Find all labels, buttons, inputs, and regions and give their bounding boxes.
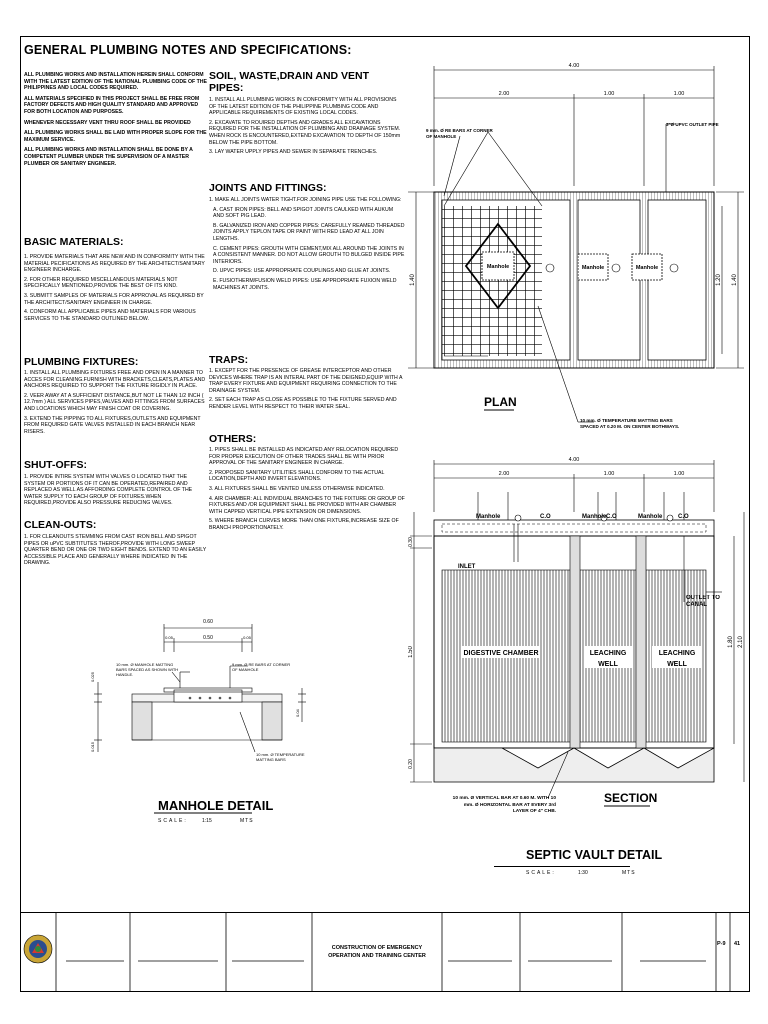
- note-item: 5. WHERE BRANCH CURVES MORE THAN ONE FIXTURE,INCREASE SIZE OF BRANCH PROPORTIONATELY.: [209, 518, 399, 531]
- plan-dim-h1: 1.40: [410, 274, 416, 286]
- note-item: 1. EXCEPT FOR THE PRESENCE OF GREASE INTERCEPTOR AND OTHER DEVICES WHERE TRAP IS AN INTERAL PART OF THE DEIGNED,EQUIP WITH A TRAP EVERY FIXTURE AND EQUIPMENT REQUIRING CONNECTION TO THE DRAINAGE SYSTEM.: [209, 368, 403, 394]
- plumbing-fixtures-section: [24, 356, 208, 438]
- section-co-label: C.O: [540, 514, 551, 520]
- note-item: 2. SET EACH TRAP AS CLOSE AS POSSIBLE TO THE FIXTURE SERVED AND RENDER LEVEL WITH RESPECT TO THEIR WATER SEAL.: [209, 397, 397, 410]
- section-manhole-label: Manhole: [582, 514, 607, 520]
- note-item: E. FUSIOTHERM/FUSION WELD PIPES: USE APPROPRIATE FUXION WELD MACHINES AT JOINTS.: [213, 277, 397, 291]
- plan-note-temp: 10 mm. Ø TEMPERATURE MATTING BARS SPACED AT 0.20 M. ON CENTER BOTHWAYS.: [580, 418, 680, 429]
- traps-section: [209, 354, 405, 414]
- section-dim-r1: 1.80: [728, 636, 734, 648]
- plan-manhole-label: Manhole: [635, 265, 659, 271]
- manhole-unit: MTS: [240, 818, 254, 824]
- note-item: 1. INSTALL ALL PLUMBING WORKS IN CONFORMITY WITH ALL PROVISIONS OF THE LATEST EDITION OF THE PHILIPPINE PLUMBING CODE AND APPLICABLE REQUIREMENTS OF EXISTING LOCAL CODES.: [209, 97, 397, 117]
- manhole-note-bottom: 10 mm. Ø TEMPERATURE MATTING BARS: [256, 752, 305, 762]
- note-item: 3. SUBMITT SAMPLES OF MATERIALS FOR APPROVAL AS REQUIRED BY THE ARCHITECT/SANITARY ENGINEER IN CHARGE.: [24, 292, 204, 306]
- section-heading: OTHERS:: [209, 433, 257, 445]
- note-item: D. UPVC PIPES: USE APPROPRIATE COUPLINGS AND GLUE AT JOINTS.: [213, 268, 391, 275]
- note-item: 2. VEER AWAY AT A SUFFICIENT DISTANCE,BUT NOT LE THAN 1/2 INCH ( 12.7mm ) ALL SERVICES PIPES,VALVES AND FITTINGS FROM SURFACES AND LOCATIONS WHICH MAY FINISH COAT OR COVERING.: [24, 392, 205, 412]
- sheet-number: 41: [734, 941, 741, 947]
- title-block: [20, 912, 750, 992]
- section-heading: JOINTS AND FITTINGS:: [209, 182, 327, 194]
- section-label: SECTION: [604, 791, 658, 805]
- note-item: 4. CONFORM ALL APPLICABLE PIPES AND MATERIALS FOR VARIOUS SERVICES TO THE STANDARD OUTLINED BELOW.: [24, 309, 196, 322]
- septic-section-drawing: [408, 452, 748, 852]
- manhole-detail-title: MANHOLE DETAIL: [158, 798, 274, 813]
- section-manhole-label: Manhole: [476, 514, 501, 520]
- section-heading: BASIC MATERIALS:: [24, 236, 124, 248]
- intro-note: ALL PLUMBING WORKS AND INSTALLATION HEREIN SHALL CONFORM WITH THE LATEST EDITION OF THE NATIONAL PLUMBING CODE OF THE PHILIPPINES AND LOCAL CODES REQUIRED.: [24, 72, 207, 92]
- sheet-code: P-9: [717, 941, 726, 947]
- septic-scale: 1:30: [578, 870, 588, 876]
- section-dim-total: 4.00: [568, 457, 580, 463]
- note-item: 4. AIR CHAMBER: ALL INDIVIDUAL BRANCHES TO THE FIXTURE OR GROUP OF FIXTURES AND /OR EQUIPMENT SHALL BE PROVIDED WITH AIR CHAMBER WITH CAPPED VERTICAL PIPE EXTENSION OR DIMENSIONS.: [209, 495, 405, 515]
- intro-note: ALL MATERIALS SPECIFIED IN THIS PROJECT SHALL BE FREE FROM FACTORY DEFECTS AND HIGH QUALITY STANDARD AND APPROVED FOR BOTH LOCATION AND PURPOSES.: [24, 95, 200, 115]
- note-item: 3. LAY WATER UPPLY PIPES AND SEWER IN SEPARATE TRENCHES.: [209, 149, 378, 156]
- note-item: 2. FOR OTHER REQUIRED MISCELLANEOUS MATERIALS NOT SPECIFICALLY MENTIONED,PROVIDE THE BEST OF ITS KIND.: [24, 276, 178, 290]
- manhole-dim-inner: 0.50: [203, 635, 213, 641]
- manhole-note-right: 9 mm. Ø RE BARS AT CORNER OF MANHOLE: [232, 662, 291, 672]
- plan-note-rebar: 9 mm. Ø RE BARS AT CORNER OF MANHOLE: [426, 128, 493, 139]
- plan-dim-b: 1.00: [603, 91, 615, 97]
- intro-note: ALL PLUMBING WORKS AND INSTALLATION SHALL BE DONE BY A COMPETENT PLUMBER UNDER THE SUPERVISION OF A MASTER PLUMBER OR SANITARY ENGINEER.: [24, 147, 193, 167]
- leaching-well-label-2: WELL: [598, 661, 618, 668]
- note-item: 3. ALL FIXTURES SHALL BE VENTED UNLESS OTHERWISE INDICATED.: [209, 485, 385, 492]
- plan-manhole-label: Manhole: [486, 264, 510, 270]
- plan-dim-h2: 1.20: [716, 274, 722, 286]
- main-title: GENERAL PLUMBING NOTES AND SPECIFICATIONS:: [24, 43, 352, 57]
- section-dim-top: 0.30: [408, 537, 414, 547]
- section-heading: TRAPS:: [209, 354, 249, 366]
- plan-dim-c: 1.00: [673, 91, 685, 97]
- section-inlet-label: INLET: [458, 564, 476, 570]
- note-item: A. CAST IRON PIPES: BELL AND SPIGOT JOINTS CAULKED WITH AUKUM AND SOFT PIG LEAD.: [213, 206, 394, 220]
- manhole-scale-label: SCALE:: [158, 818, 188, 824]
- section-dim-r2: 2.10: [738, 636, 744, 648]
- intro-note: ALL PLUMBING WORKS SHALL BE LAID WITH PROPER SLOPE FOR THE MAXIMUM SERVICE.: [24, 130, 207, 143]
- manhole-dim-v3: 0.04: [295, 709, 300, 717]
- digestive-chamber-label: DIGESTIVE CHAMBER: [463, 650, 539, 657]
- note-item: B. GALVANIZED IRON AND COPPER PIPES: CAREFULLY REAMED THREADED JOINTS APPLY TEPLON TAPE OR PAINT WITH RED LEAD AT ALL JOIN LENGTHS.: [213, 222, 405, 242]
- septic-title-underline: [494, 866, 630, 867]
- manhole-note-left: 10 mm. Ø MANHOLE MATTING BARS SPACED AS SHOWN WITH HANDLE.: [116, 662, 179, 677]
- septic-plan-drawing: [408, 56, 748, 446]
- section-heading: SHUT-OFFS:: [24, 459, 87, 471]
- section-dim-b: 1.00: [603, 471, 615, 477]
- note-item: 1. PROVIDE INTIRE SYSTEM WITH VALVES O LOCATED THAT THE SYSTEM OR PORTIONS OF IT CAN BE OPERATED,REPAIRED AND REPLACED AS WELL AS AFFORDING COMPLETE CONTROL OF THE WATER SUPPLY TO EACH GROUP OF FIXTURES.WHEN REQUIRED,PROVIDE ALSO PRESSURE REDUCING VALVES.: [24, 474, 193, 507]
- plan-dim-h3: 1.40: [732, 274, 738, 286]
- manhole-dim-v1: 0.025: [90, 671, 95, 682]
- note-item: 1. PROVIDE MATERIALS THAT ARE NEW AND IN CONFORMITY WITH THE MATERIAL PECIFICATIONS AS REQUIRED BY THE ARCHITECT/SANITARY ENGINEER INCHARGE.: [24, 254, 205, 274]
- project-title: CONSTRUCTION OF EMERGENCY OPERATION AND TRAINING CENTER: [328, 945, 426, 959]
- septic-unit: MTS: [622, 870, 636, 876]
- section-manhole-label: Manhole: [638, 514, 663, 520]
- manhole-detail-drawing: [80, 612, 320, 842]
- note-item: 1. FOR CLEANOUTS STEMMING FROM CAST IRON BELL AND SPIGOT PIPES OR uPVC SUBTITUTES THEROF,PROVIDE WITH LONG SWEEP QUARTER BEND OR ONE OR TWO EIGHT BENDS. EXTEND TO AN EASILY ACCESSIBLE PLACE AND GENERALLY WHERE INDICATED IN THE DRAWING.: [24, 534, 207, 567]
- section-dim-mid: 1.50: [408, 646, 414, 658]
- section-co-label: C.O: [678, 514, 689, 520]
- section-dim-bot: 0.20: [408, 759, 414, 769]
- others-section: [209, 433, 405, 535]
- manhole-dim-v2: 0.015: [90, 741, 95, 752]
- leaching-well-label: LEACHING: [658, 650, 696, 657]
- section-dim-a: 2.00: [498, 471, 510, 477]
- septic-title-text: SEPTIC VAULT DETAIL: [526, 848, 663, 862]
- soil-waste-section: [209, 70, 405, 159]
- clean-outs-section: [24, 519, 208, 570]
- note-item: C. CEMENT PIPES: GROUTH WITH CEMENT,MIX ALL AROUND THE JOINTS IN A CONSISTENT MANNER. DO NOT ALLOW GROUTH TO BULGED INSIDE PIPE INTERIORS.: [213, 245, 405, 265]
- section-co-label: C.O: [606, 514, 617, 520]
- manhole-dim-total: 0.60: [203, 619, 213, 625]
- leaching-well-label: LEACHING: [589, 650, 627, 657]
- plan-manhole-label: Manhole: [581, 265, 605, 271]
- plan-dim-a: 2.00: [498, 91, 510, 97]
- plan-label: PLAN: [484, 395, 517, 409]
- section-dim-c: 1.00: [673, 471, 685, 477]
- section-heading: PLUMBING FIXTURES:: [24, 356, 139, 368]
- note-item: 1. MAKE ALL JOINTS WATER TIGHT.FOR JOINING PIPE USE THE FOLLOWING:: [209, 197, 402, 203]
- intro-note: WHENEVER NECESSARY VENT THRU ROOF SHALL BE PROVIDED: [24, 119, 191, 126]
- intro-notes: [24, 72, 208, 170]
- note-item: 2. PROPOSED SANITARY UTILITIES SHALL CONFORM TO THE ACTUAL LOCATION,DEPTH AND INVERT ELEVATIONS.: [209, 469, 385, 483]
- section-outlet-label: OUTLET TO CANAL: [686, 595, 720, 608]
- basic-materials-section: [24, 236, 208, 325]
- manhole-dim-edge: 0.05: [165, 635, 173, 640]
- manhole-dim-edge: 0.05: [243, 635, 251, 640]
- leaching-well-label-2: WELL: [667, 661, 687, 668]
- section-heading: CLEAN-OUTS:: [24, 519, 97, 531]
- section-heading: SOIL, WASTE,DRAIN AND VENT PIPES:: [209, 70, 370, 94]
- note-item: 1. PIPES SHALL BE INSTALLED AS INDICATED.ANY RELOCATION REQUIRED FOR PROPER EXECUTION OF OTHER TRADES SHALL BE WITH PRIOR APPROVAL OF THE SANITARY ENGINEER IN CHARGE.: [209, 447, 399, 467]
- note-item: 1. INSTALL ALL PLUMBING FIXTURES FREE AND OPEN IN A MANNER TO ACCES FOR CLEANING.FURNISH WITH BRACKETS,CLEATS,PLATES AND ANCHORS REQUIRED TO SUPPORT THE FIXTURE RIGIDLY IN PLACE.: [24, 370, 206, 390]
- plan-dim-total: 4.00: [568, 63, 580, 69]
- shut-offs-section: [24, 459, 208, 510]
- manhole-scale: 1:15: [202, 818, 212, 824]
- note-item: 3. EXTEND THE PIPPING TO ALL FIXTURES,OUTLETS AND EQUIPMENT FROM REQUIRED GATE VALVES INSTALLED IN EACH BRANCH NEAR RISERS.: [24, 415, 201, 435]
- plan-note-outlet: 3"Ø UPVC OUTLET PIPE: [666, 122, 719, 127]
- joints-section: [209, 182, 405, 294]
- septic-scale-label: SCALE:: [526, 870, 556, 876]
- note-item: 2. EXCAVATE TO ROUIRED DEPTHS AND GRADES ALL EXCAVATIONS REQUIRED FOR THE INSTALLATION OF PLUMBING AND DRAINAGE SYSTEM. WHEN ROCK IS ENCOUNTERED,EXTEND EXCAVATION TO DEPTH OF 150mm BELOW THE PIPE BOTTOM.: [209, 119, 401, 146]
- section-note-bars: 10 mm. Ø VERTICAL BAR AT 0.60 M. WITH 10 mm. Ø HORIZONTAL BAR AT EVERY 3rd LAYER OF 4" CHB.: [452, 796, 556, 814]
